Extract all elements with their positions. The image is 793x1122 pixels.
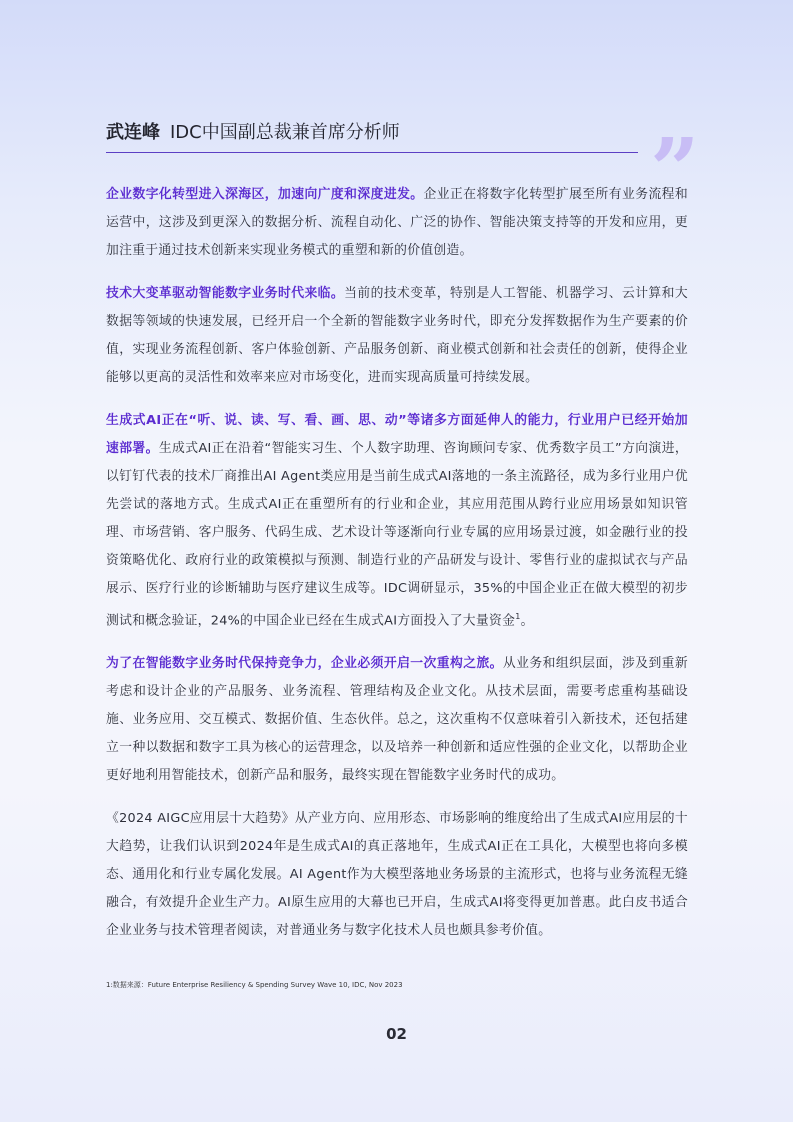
author-title: IDC中国副总裁兼首席分析师 <box>170 122 400 143</box>
paragraph-lead: 企业数字化转型进入深海区，加速向广度和深度进发。 <box>106 187 424 202</box>
author-name: 武连峰 <box>106 122 160 143</box>
paragraph-2 <box>106 280 688 392</box>
quote-mark-icon: ” <box>650 120 700 221</box>
body-text <box>106 181 688 960</box>
paragraph-text: 从业务和组织层面，涉及到重新考虑和设计企业的产品服务、业务流程、管理结构及企业文化。从技术层面，需要考虑重构基础设施、业务应用、交互模式、数据价值、生态伙伴。总之，这次重构不仅意味着引入新技术，还包括建立一种以数据和数字工具为核心的运营理念，以及培养一种创新和适应性强的企业文化，以帮助企业更好地利用智能技术，创新产品和服务，最终实现在智能数字业务时代的成功。 <box>106 656 689 784</box>
footnote: 1:数据来源：Future Enterprise Resiliency & Spending Survey Wave 10, IDC, Nov 2023 <box>106 981 403 989</box>
paragraph-lead: 技术大变革驱动智能数字业务时代来临。 <box>106 286 345 301</box>
author-header <box>106 120 638 146</box>
page-number: 02 <box>386 1025 407 1043</box>
footnote-ref: 1 <box>515 612 521 621</box>
paragraph-text: 生成式AI正在沿着“智能实习生、个人数字助理、咨询顾问专家、优秀数字员工”方向演进，以钉钉代表的技术厂商推出AI Agent类应用是当前生成式AI落地的一条主流路径，成为多行业用户优先尝试的落地方式。生成式AI正在重塑所有的行业和企业，其应用范围从跨行业应用场景如知识管理、市场营销、客户服务、代码生成、艺术设计等逐渐向行业专属的应用场景过渡，如金融行业的投资策略优化、政府行业的政策模拟与预测、制造行业的产品研发与设计、零售行业的虚拟试衣与产品展示、医疗行业的诊断辅助与医疗建议生成等。IDC调研显示，35%的中国企业正在做大模型的初步测试和概念验证，24%的中国企业已经在生成式AI方面投入了大量资金 <box>106 441 689 629</box>
paragraph-text: 企业正在将数字化转型扩展至所有业务流程和运营中，这涉及到更深入的数据分析、流程自动化、广泛的协作、智能决策支持等的开发和应用，更加注重于通过技术创新来实现业务模式的重塑和新的价值创造。 <box>106 187 689 258</box>
header-divider <box>106 152 638 153</box>
paragraph-5 <box>106 805 688 945</box>
paragraph-lead: 为了在智能数字业务时代保持竞争力，企业必须开启一次重构之旅。 <box>106 656 503 672</box>
paragraph-text: 当前的技术变革，特别是人工智能、机器学习、云计算和大数据等领域的快速发展，已经开启一个全新的智能数字业务时代，即充分发挥数据作为生产要素的价值，实现业务流程创新、客户体验创新、产品服务创新、商业模式创新和社会责任的创新，使得企业能够以更高的灵活性和效率来应对市场变化，进而实现高质量可持续发展。 <box>106 286 688 385</box>
paragraph-tail: 。 <box>520 613 534 629</box>
paragraph-1 <box>106 181 688 265</box>
paragraph-text: 《2024 AIGC应用层十大趋势》从产业方向、应用形态、市场影响的维度给出了生成式AI应用层的十大趋势，让我们认识到2024年是生成式AI的真正落地年，生成式AI正在工具化，大模型也将向多模态、通用化和行业专属化发展。AI Agent作为大模型落地业务场景的主流形式，也将与业务流程无缝融合，有效提升企业生产力。AI原生应用的大幕也已开启，生成式AI将变得更加普惠。此白皮书适合企业业务与技术管理者阅读，对普通业务与数字化技术人员也颇具参考价值。 <box>106 811 688 939</box>
paragraph-4 <box>106 650 688 790</box>
paragraph-lead: 生成式AI正在“听、说、读、写、看、画、思、动”等诸多方面延伸人的能力，行业用户已经开始加速部署。 <box>106 413 688 456</box>
paragraph-3 <box>106 407 688 635</box>
